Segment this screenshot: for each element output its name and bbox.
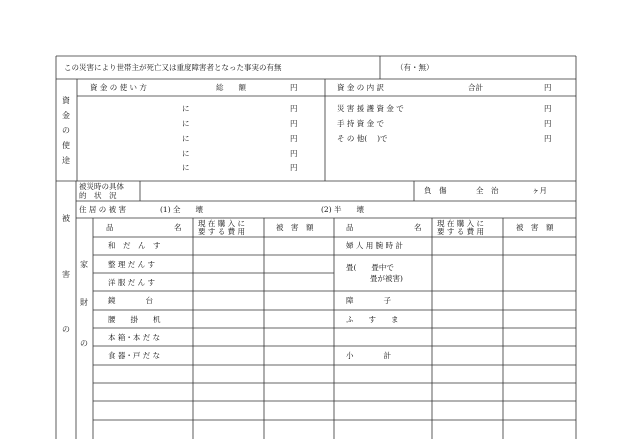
- yen-unit: 円: [544, 134, 552, 143]
- col-damage-header: 被 害 額: [516, 223, 554, 232]
- col-item-header: 品: [106, 223, 114, 232]
- recovery-label: 全 治: [476, 186, 499, 195]
- own-fund-row: 手 持 資 金 で: [337, 119, 385, 128]
- damage-side-label: 被: [62, 214, 70, 223]
- yes-no-answer[interactable]: （有・無）: [396, 63, 434, 72]
- damage-side-label: 害: [62, 270, 70, 279]
- situation-label-2: 的 状 況: [79, 191, 117, 200]
- funds-breakdown-header: 資 金 の 内 訳: [337, 83, 385, 92]
- usage-row-particle: に: [182, 119, 190, 128]
- yen-unit: 円: [290, 104, 298, 113]
- household-goods-label: 家: [80, 260, 88, 269]
- yen-unit: 円: [290, 149, 298, 158]
- item-japanese-chest: 和 だ ん す: [108, 241, 161, 250]
- total-collapse-option[interactable]: (1) 全 壊: [160, 205, 204, 214]
- usage-row-particle: に: [182, 134, 190, 143]
- funds-usage-header: 資 金 の 使 い 方: [90, 83, 147, 92]
- col-cost-header: 現 在 購 入 に: [437, 219, 485, 228]
- sum-header: 合計: [468, 83, 483, 92]
- household-death-question: この災害により世帯主が死亡又は重度障害者となった事実の有無: [64, 63, 282, 72]
- col-cost-header: 現 在 購 入 に: [198, 219, 246, 228]
- damage-side-label: の: [62, 325, 70, 334]
- yen-unit: 円: [290, 119, 298, 128]
- house-damage-label: 住 居 の 被 害: [79, 205, 127, 214]
- household-goods-label: 財: [80, 298, 88, 307]
- col-item-header: 品: [346, 223, 354, 232]
- item-fusuma: ふ す ま: [346, 315, 399, 324]
- total-amount-header: 総 額: [216, 83, 246, 92]
- item-tatami: 畳( 畳中で: [346, 263, 394, 272]
- yen-unit: 円: [544, 83, 552, 92]
- funds-usage-side-label: 資 金 の 使 途: [62, 96, 70, 165]
- half-collapse-option[interactable]: (2) 半 壊: [321, 205, 365, 214]
- col-cost-header-2: 要 す る 費 用: [437, 227, 485, 236]
- other-fund-row: そ の 他( )で: [337, 134, 388, 143]
- item-organizer-chest: 整 理 だ ん す: [108, 260, 156, 269]
- col-name-header: 名: [174, 223, 182, 232]
- item-dresser: 鏡 台: [108, 296, 153, 305]
- item-ladies-watch: 婦 人 用 腕 時 計: [346, 241, 403, 250]
- yen-unit: 円: [290, 83, 298, 92]
- item-tatami-note: 畳が被害): [370, 274, 403, 283]
- yen-unit: 円: [290, 134, 298, 143]
- usage-row-particle: に: [182, 104, 190, 113]
- col-name-header: 名: [414, 223, 422, 232]
- col-damage-header: 被 害 額: [276, 223, 314, 232]
- subtotal-label: 小 計: [346, 351, 391, 360]
- situation-label: 被災時の具体: [79, 182, 124, 191]
- usage-row-particle: に: [182, 149, 190, 158]
- item-desk: 腰 掛 机: [108, 315, 161, 324]
- injury-label: 負 傷: [424, 186, 447, 195]
- yen-unit: 円: [290, 163, 298, 172]
- item-shoji: 障 子: [346, 296, 391, 305]
- disaster-relief-fund-row: 災 害 援 護 資 金 で: [337, 104, 404, 113]
- usage-row-particle: に: [182, 163, 190, 172]
- yen-unit: 円: [544, 104, 552, 113]
- household-goods-label: の: [80, 339, 88, 348]
- yen-unit: 円: [544, 119, 552, 128]
- months-unit: ヶ月: [532, 186, 547, 195]
- col-cost-header-2: 要 す る 費 用: [198, 227, 246, 236]
- item-cupboard: 食 器・戸 だ な: [108, 351, 161, 360]
- item-wardrobe: 洋 服 だ ん す: [108, 278, 156, 287]
- item-bookshelf: 本 箱・本 だ な: [108, 333, 161, 342]
